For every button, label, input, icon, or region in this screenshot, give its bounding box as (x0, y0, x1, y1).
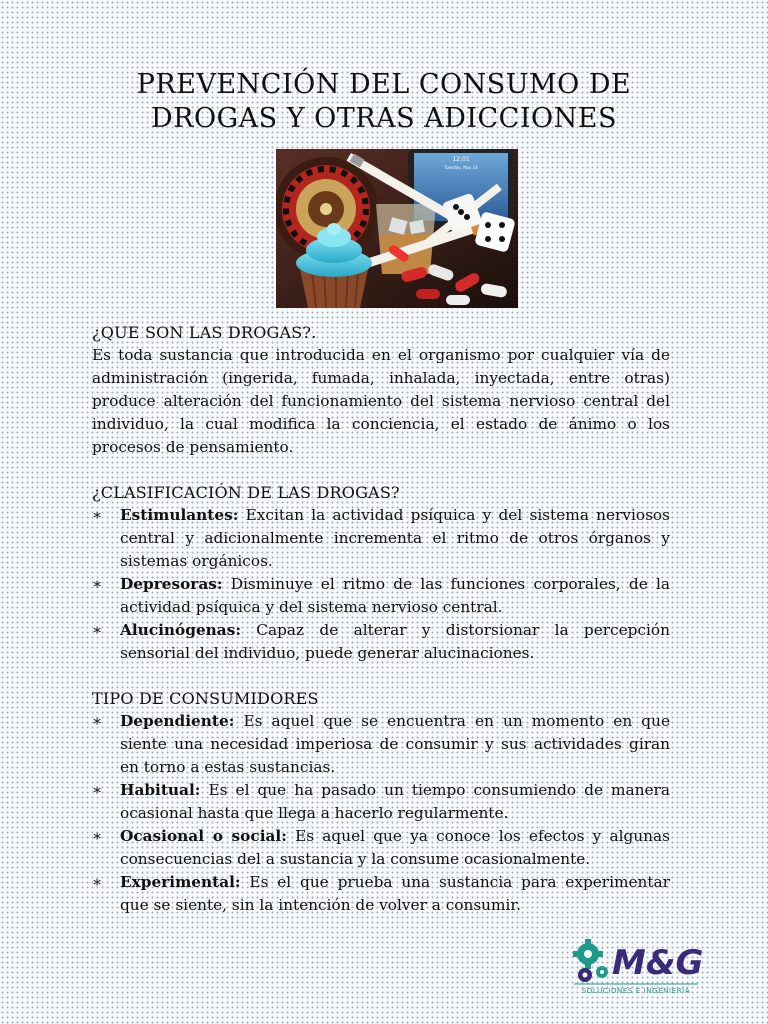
item-term: Experimental: (120, 873, 241, 891)
list-item (92, 825, 670, 871)
item-text: Capaz de alterar y distorsionar la percepción sensorial del individuo, puede generar alucinaciones. (120, 621, 670, 662)
document-body (92, 321, 670, 939)
section-heading: ¿QUE SON LAS DROGAS?. (92, 323, 317, 342)
gear-icon (573, 939, 608, 982)
section-drug-classification (92, 481, 670, 665)
list-item (92, 871, 670, 917)
item-text: Disminuye el ritmo de las funciones corporales, de la actividad psíquica y del sistema nervioso central. (120, 575, 670, 616)
company-logo (572, 930, 702, 1000)
bullet-icon: ∗ (92, 506, 103, 524)
item-text: Es el que ha pasado un tiempo consumiendo de manera ocasional hasta que llega a hacerlo regularmente. (120, 781, 670, 822)
item-text: Es aquel que ya conoce los efectos y algunas consecuencias del a sustancia y la consume ocasionalmente. (120, 827, 670, 868)
page-title (0, 68, 768, 136)
item-text: Es el que prueba una sustancia para experimentar que se siente, sin la intención de volver a consumir. (120, 873, 670, 914)
addictions-collage-image (276, 149, 518, 308)
collage-illustration (276, 149, 518, 308)
item-text: Excitan la actividad psíquica y del sistema nerviosos central y adicionalmente incrementa el ritmo de otros órganos y sistemas orgánicos. (120, 506, 670, 570)
list-item (92, 710, 670, 779)
item-term: Depresoras: (120, 575, 223, 593)
title-line-2: DROGAS Y OTRAS ADICCIONES (151, 103, 617, 134)
section-heading: ¿CLASIFICACIÓN DE LAS DROGAS? (92, 483, 400, 502)
list-item (92, 779, 670, 825)
bullet-icon: ∗ (92, 712, 103, 730)
logo-mark-text: M&G (612, 943, 702, 983)
bullet-icon: ∗ (92, 575, 103, 593)
phone-date: Tuesday, May 14 (444, 165, 478, 170)
phone-time: 12:01 (452, 156, 470, 163)
item-term: Ocasional o social: (120, 827, 287, 845)
item-term: Estimulantes: (120, 506, 239, 524)
section-what-are-drugs (92, 321, 670, 459)
section-consumer-types (92, 687, 670, 917)
list-item (92, 573, 670, 619)
logo-graphic (572, 930, 702, 1000)
list-item (92, 619, 670, 665)
bullet-icon: ∗ (92, 621, 103, 639)
item-term: Dependiente: (120, 712, 235, 730)
list-item (92, 504, 670, 573)
title-line-1: PREVENCIÓN DEL CONSUMO DE (136, 69, 632, 100)
logo-tagline: SOLUCIONES E INGENIERÍA (581, 987, 691, 995)
bullet-icon: ∗ (92, 781, 103, 799)
section-paragraph: Es toda sustancia que introducida en el organismo por cualquier vía de administración (ingerida, fumada, inhalada, inyectada, entre otras) produce alteración del funcionamiento del sistema nervioso central del individuo, la cual modifica la conciencia, el estado de ánimo o los procesos de pensamiento. (92, 346, 670, 456)
item-term: Habitual: (120, 781, 201, 799)
item-term: Alucinógenas: (120, 621, 241, 639)
section-heading: TIPO DE CONSUMIDORES (92, 689, 319, 708)
item-text: Es aquel que se encuentra en un momento en que siente una necesidad imperiosa de consumir y sus actividades giran en torno a estas sustancias. (120, 712, 670, 776)
bullet-icon: ∗ (92, 827, 103, 845)
bullet-icon: ∗ (92, 873, 103, 891)
